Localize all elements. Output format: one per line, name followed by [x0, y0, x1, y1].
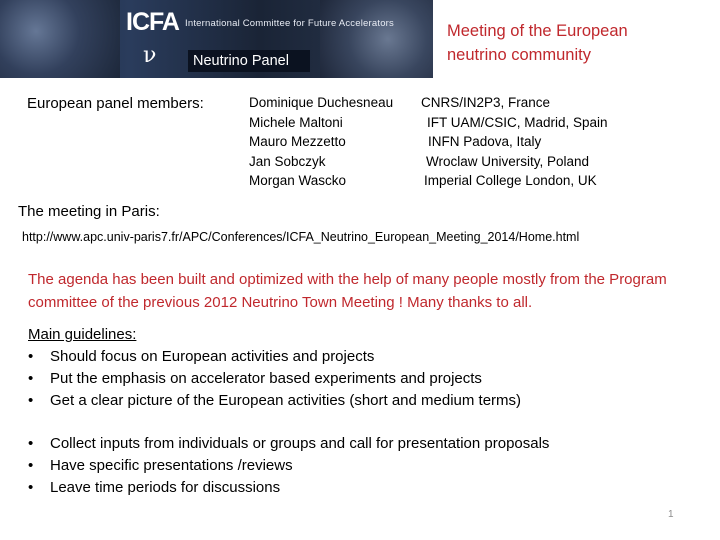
list-spacer [28, 412, 549, 433]
guideline-text: Collect inputs from individuals or groups and call for presentation proposals [50, 435, 550, 452]
neutrino-panel-label: Neutrino Panel [188, 50, 310, 72]
banner-photo-right [320, 0, 433, 78]
icfa-tagline: International Committee for Future Accelerators [185, 18, 394, 29]
member-name: Morgan Wascko [249, 173, 347, 188]
guideline-item [28, 390, 549, 412]
meeting-url-link[interactable]: http://www.apc.univ-paris7.fr/APC/Conferences/ICFA_Neutrino_European_Meeting_2014/Home.html [22, 230, 580, 244]
member-institution: IFT UAM/CSIC, Madrid, Spain [427, 114, 608, 130]
member-name: Dominique Duchesneau [249, 95, 394, 110]
member-institution: Imperial College London, UK [424, 173, 597, 188]
meeting-title [447, 19, 628, 67]
bullet-icon: • [28, 435, 34, 452]
neutrino-symbol-icon: ν [143, 43, 157, 68]
guideline-item [28, 368, 549, 390]
member-name: Jan Sobczyk [249, 153, 326, 169]
guideline-text: Leave time periods for discussions [50, 479, 281, 496]
page-number: 1 [668, 509, 674, 520]
guidelines-title: Main guidelines: [28, 326, 137, 343]
bullet-icon: • [28, 392, 34, 409]
agenda-note: The agenda has been built and optimized with the help of many people mostly from the Program committee of the previous 2012 Neutrino Town Meeting ! Many thanks to all. [28, 271, 667, 311]
guideline-text: Have specific presentations /reviews [50, 457, 293, 474]
banner-photo-left [0, 0, 120, 78]
member-institution: CNRS/IN2P3, France [421, 95, 551, 110]
member-name: Mauro Mezzetto [249, 134, 346, 149]
guidelines-list [28, 346, 549, 499]
guideline-item [28, 346, 549, 368]
member-institution: INFN Padova, Italy [428, 134, 542, 149]
header-banner [0, 0, 433, 78]
members-label: European panel members: [27, 95, 204, 112]
bullet-icon: • [28, 370, 34, 387]
bullet-icon: • [28, 348, 34, 365]
guideline-text: Should focus on European activities and projects [50, 348, 375, 365]
paris-meeting-label: The meeting in Paris: [18, 203, 160, 220]
member-institution: Wroclaw University, Poland [426, 153, 590, 169]
member-name: Michele Maltoni [249, 114, 343, 130]
meeting-title-line2: neutrino community [447, 46, 591, 64]
guideline-item [28, 433, 549, 455]
meeting-title-line1: Meeting of the European [447, 22, 628, 40]
bullet-icon: • [28, 479, 34, 496]
guideline-item [28, 477, 549, 499]
guideline-item [28, 455, 549, 477]
guideline-text: Get a clear picture of the European activities (short and medium terms) [50, 392, 522, 409]
bullet-icon: • [28, 457, 34, 474]
guideline-text: Put the emphasis on accelerator based experiments and projects [50, 370, 482, 387]
icfa-logo: ICFA [126, 8, 179, 36]
